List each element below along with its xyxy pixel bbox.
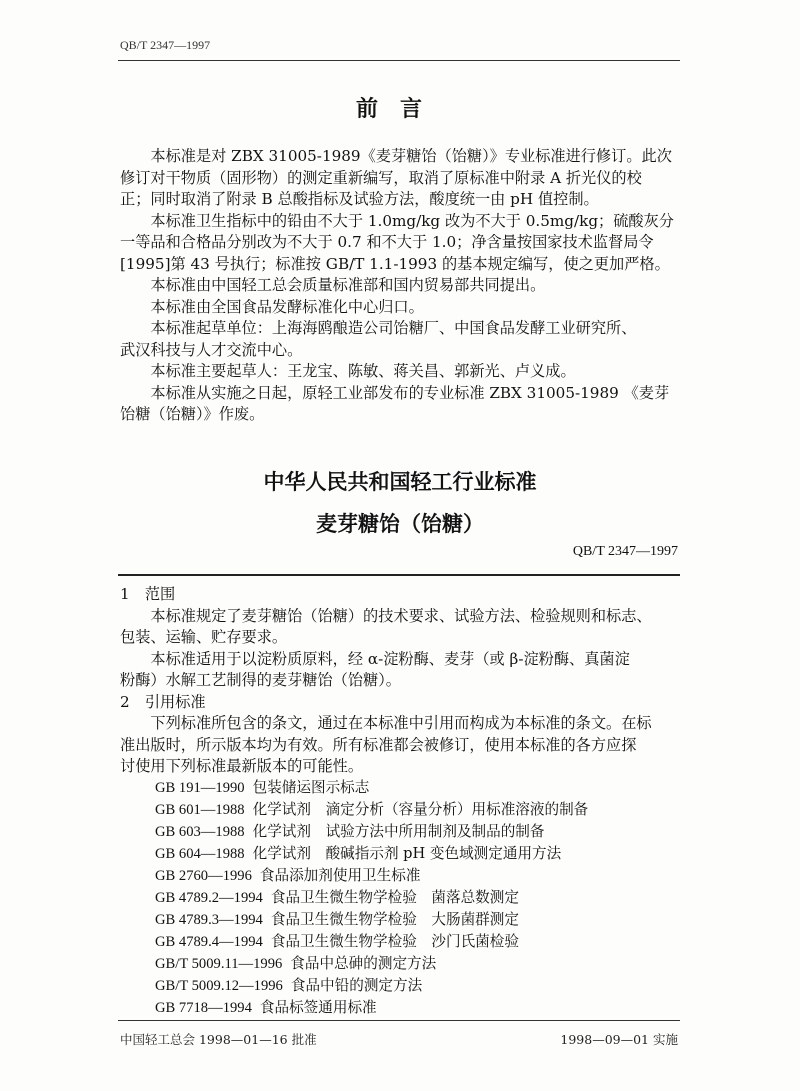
standard-name: 麦芽糖饴（饴糖）: [316, 511, 484, 536]
reference-title: 化学试剂 酸碱指示剂 pH 变色域测定通用方法: [252, 845, 562, 862]
reference-title: 食品中总砷的测定方法: [290, 955, 437, 972]
section-heading-references: 2 引用标准: [120, 692, 206, 711]
preface-line: 本标准由全国食品发酵标准化中心归口。: [120, 297, 424, 316]
title-separator: [118, 574, 680, 576]
reference-item: [155, 777, 588, 799]
reference-list: [155, 777, 588, 1019]
reference-item: [155, 975, 588, 997]
section-heading-scope: 1 范围: [120, 585, 176, 603]
reference-title: 食品中铅的测定方法: [290, 977, 423, 994]
preface-line: 一等品和合格品分别改为不大于 0.7 和不大于 1.0；净含量按国家技术监督局令: [120, 233, 654, 251]
body-text: [120, 584, 652, 778]
reference-item: [155, 887, 588, 909]
reference-code: GB 191—1990: [155, 780, 245, 796]
reference-title: 化学试剂 试验方法中所用制剂及制品的制备: [252, 823, 545, 840]
body-line: 准出版时，所示版本均为有效。所有标准都会被修订，使用本标准的各方应探: [120, 735, 637, 754]
reference-title: 食品卫生微生物学检验 大肠菌群测定: [270, 911, 519, 928]
reference-title: 食品卫生微生物学检验 沙门氏菌检验: [270, 933, 519, 950]
standard-org-title: 中华人民共和国轻工行业标准: [263, 469, 537, 494]
body-line: 包装、运输、贮存要求。: [120, 628, 288, 646]
footer-effective-date: 1998—09—01 实施: [560, 1032, 678, 1047]
preface-line: 修订对干物质（固形物）的测定重新编写，取消了原标准中附录 A 折光仪的校: [120, 168, 642, 187]
header-rule: [118, 60, 680, 61]
reference-code: GB 4789.3—1994: [155, 912, 263, 928]
reference-code: GB 4789.4—1994: [155, 934, 263, 950]
reference-item: [155, 931, 588, 953]
reference-title: 食品添加剂使用卫生标准: [259, 867, 421, 884]
body-line: 下列标准所包含的条文，通过在本标准中引用而构成为本标准的条文。在标: [120, 714, 652, 732]
reference-title: 食品标签通用标准: [259, 999, 377, 1016]
preface-line: 本标准卫生指标中的铅由不大于 1.0mg/kg 改为不大于 0.5mg/kg；硫酸灰分: [120, 211, 674, 230]
header-standard-code: QB/T 2347—1997: [120, 38, 211, 52]
preface-line: 本标准起草单位：上海海鸥酿造公司饴糖厂、中国食品发酵工业研究所、: [120, 319, 637, 337]
reference-code: GB 604—1988: [155, 846, 245, 862]
body-line: 讨使用下列标准最新版本的可能性。: [120, 757, 363, 775]
reference-item: [155, 799, 588, 821]
reference-title: 化学试剂 滴定分析（容量分析）用标准溶液的制备: [252, 801, 589, 818]
body-line: 本标准规定了麦芽糖饴（饴糖）的技术要求、试验方法、检验规则和标志、: [120, 606, 652, 625]
reference-code: GB/T 5009.12—1996: [155, 978, 283, 994]
preface-line: 武汉科技与人才交流中心。: [120, 340, 303, 359]
reference-item: [155, 953, 588, 975]
standard-code: QB/T 2347—1997: [572, 544, 678, 559]
reference-item: [155, 821, 588, 843]
reference-item: [155, 865, 588, 887]
preface-line: 本标准从实施之日起，原轻工业部发布的专业标准 ZBX 31005-1989 《麦芽: [120, 383, 670, 402]
reference-code: GB 603—1988: [155, 824, 245, 840]
preface-line: [1995]第 43 号执行；标准按 GB/T 1.1-1993 的基本规定编写，使之更加严格。: [120, 254, 670, 273]
preface-line: 本标准主要起草人：王龙宝、陈敏、蒋关昌、郭新光、卢义成。: [120, 362, 576, 380]
footer-rule: [118, 1020, 680, 1021]
reference-code: GB 7718—1994: [155, 1000, 252, 1016]
reference-code: GB 601—1988: [155, 802, 245, 818]
preface-line: 正；同时取消了附录 B 总酸指标及试验方法，酸度统一由 pH 值控制。: [120, 190, 599, 208]
preface-line: 饴糖（饴糖）》作废。: [120, 405, 265, 423]
footer-approval: 中国轻工总会 1998—01—16 批准: [120, 1032, 317, 1047]
reference-code: GB 4789.2—1994: [155, 890, 263, 906]
preface-line: 本标准由中国轻工总会质量标准部和国内贸易部共同提出。: [120, 276, 546, 294]
reference-title: 包装储运图示标志: [252, 779, 370, 796]
reference-item: [155, 843, 588, 865]
reference-item: [155, 909, 588, 931]
body-line: 粉酶）水解工艺制得的麦芽糖饴（饴糖）。: [120, 671, 401, 689]
reference-title: 食品卫生微生物学检验 菌落总数测定: [270, 889, 519, 906]
preface-body: [120, 146, 674, 426]
reference-item: [155, 997, 588, 1019]
preface-line: 本标准是对 ZBX 31005-1989《麦芽糖饴（饴糖）》专业标准进行修订。此次: [120, 147, 672, 165]
reference-code: GB 2760—1996: [155, 868, 252, 884]
body-line: 本标准适用于以淀粉质原料，经 α-淀粉酶、麦芽（或 β-淀粉酶、真菌淀: [120, 649, 630, 668]
reference-code: GB/T 5009.11—1996: [155, 956, 283, 972]
preface-title: 前言: [355, 96, 444, 122]
